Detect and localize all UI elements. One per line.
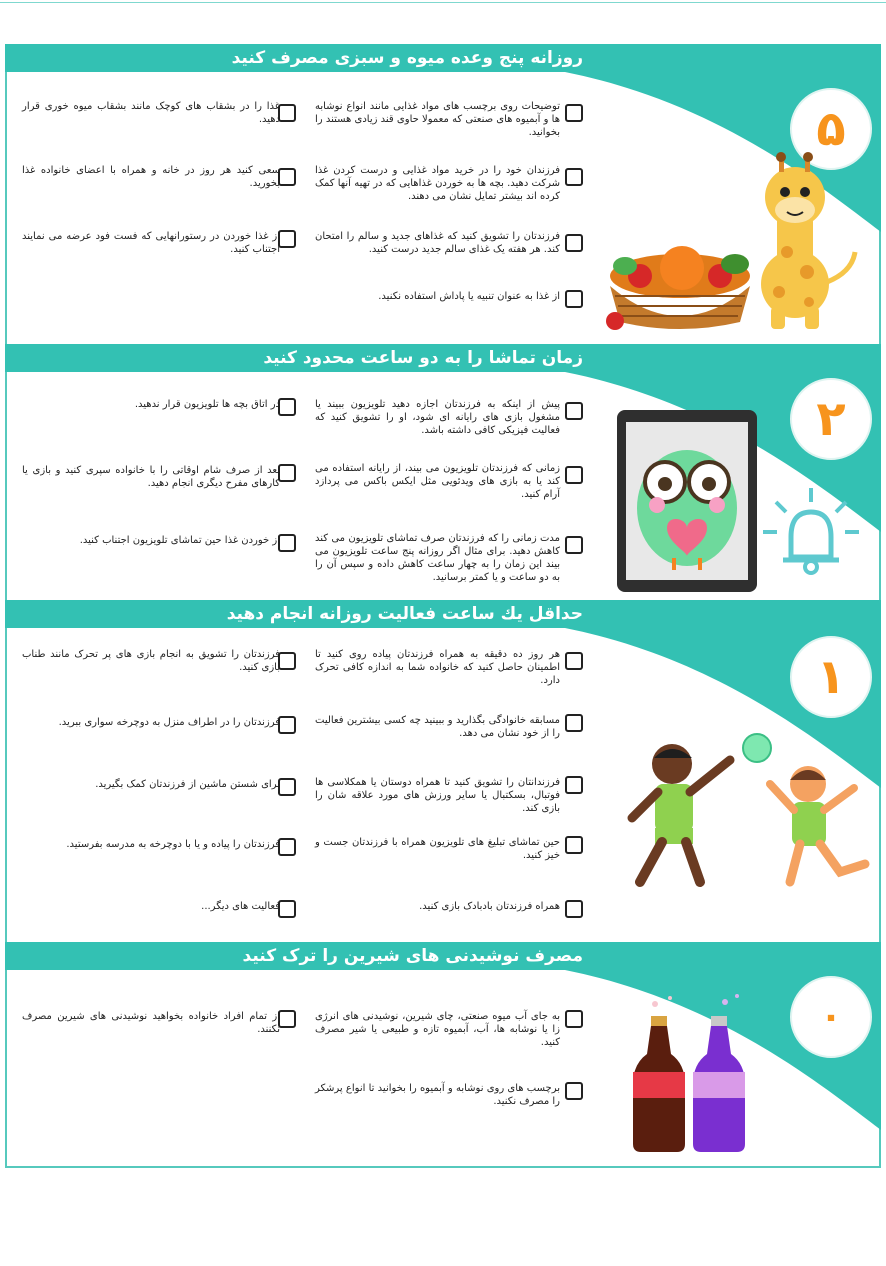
checkbox[interactable] [565,836,583,854]
checkbox[interactable] [565,652,583,670]
alarm-bell-icon [761,482,861,582]
section-title-bar [5,600,881,628]
checkbox[interactable] [565,402,583,420]
giraffe-illustration [747,152,865,332]
section-number: ۲ [816,391,846,447]
checklist-item: فرزندتان را پیاده و یا با دوچرخه به مدرسه بفرستید. [10,838,280,858]
checkbox[interactable] [278,534,296,552]
checklist-item: فرزندتان را تشویق به انجام بازی های پر تحرک مانند طناب بازی کنید. [10,648,280,680]
number-badge [790,636,872,718]
section-title: مصرف نوشیدنی های شیرین را ترک کنید [242,946,583,966]
section-title-bar [5,44,881,72]
checklist-item: از غذا به عنوان تنبیه یا پاداش استفاده نکنید. [315,290,585,310]
section-screen-time [5,344,881,600]
checklist-item: همراه فرزندتان بادبادک بازی کنید. [315,900,585,920]
checklist-item: مدت زمانی را که فرزندتان صرف تماشای تلویزیون می کند کاهش دهید. برای مثال اگر روزانه پنج ساعت تلویزیون می بیند این زمان را به چهار ساعت کاهش داده و سپس آن را به دو ساعت و یا کمتر برسانید. [315,532,585,590]
checklist-item: فرزندتان را تشویق کنید که غذاهای جدید و سالم را امتحان کند. هر هفته یک غذای سالم جدید درست کنید. [315,230,585,262]
checklist-item: فعالیت های دیگر... [10,900,280,920]
number-badge [790,976,872,1058]
section-number: ۰ [820,996,842,1037]
checklist-item: فرزندان خود را در خرید مواد غذایی و درست کردن غذا شرکت دهید. بچه ها به خوردن غذاهایی که در تهیه آنها کمک کرده اند بیشتر تمایل نشان می دهند. [315,164,585,209]
section-title: روزانه پنج وعده میوه و سبزی مصرف کنید [231,48,583,68]
section-title: زمان تماشا را به دو ساعت محدود کنید [263,348,583,368]
checklist-item: مسابقه خانوادگی بگذارید و ببینید چه کسی بیشترین فعالیت را از خود نشان می دهد. [315,714,585,746]
section-title-bar [5,942,881,970]
checkbox[interactable] [278,104,296,122]
checkbox[interactable] [565,1010,583,1028]
checkbox[interactable] [565,104,583,122]
checkbox[interactable] [278,464,296,482]
checkbox[interactable] [565,466,583,484]
checklist-item: فرزندتان را در اطراف منزل به دوچرخه سواری ببرید. [10,716,280,736]
checkbox[interactable] [278,1010,296,1028]
checklist-item: از تمام افراد خانواده بخواهید نوشیدنی های شیرین مصرف نکنند. [10,1010,280,1042]
checklist-item: بعد از صرف شام اوقاتی را با خانواده سپری کنید و بازی یا کارهای مفرح دیگری انجام دهید. [10,464,280,496]
checklist-item: هر روز ده دقیقه به همراه فرزندتان پیاده روی کنید تا اطمینان حاصل کنید که خانواده شما به اندازه کافی تحرک دارد. [315,648,585,693]
kids-playing-illustration [610,732,875,907]
checkbox[interactable] [278,838,296,856]
section-fruits-vegetables [5,44,881,344]
checklist-item: پیش از اینکه به فرزندتان اجازه دهید تلویزیون ببیند یا مشغول بازی های رایانه ای شود، او را تشویق کنید که فعالیت فیزیکی کافی داشته باشد. [315,398,585,443]
checkbox[interactable] [278,716,296,734]
checkbox[interactable] [278,398,296,416]
checklist-item: زمانی که فرزندتان تلویزیون می بیند، از رایانه استفاده می کند یا به بازی های ویدئویی مثل ایکس باکس می پردازد آرام کنید. [315,462,585,507]
section-title-bar [5,344,881,372]
checkbox[interactable] [278,900,296,918]
checkbox[interactable] [565,776,583,794]
soda-bottles-illustration [625,994,755,1156]
checklist-item: از خوردن غذا حین تماشای تلویزیون اجتناب کنید. [10,534,280,554]
checklist-item: سعی کنید هر روز در خانه و همراه با اعضای خانواده غذا بخورید. [10,164,280,196]
checkbox[interactable] [565,234,583,252]
section-number: ۱ [816,649,846,705]
checklist-item: فرزندانتان را تشویق کنید تا همراه دوستان یا همکلاسی ها فوتبال، بسکتبال یا سایر ورزش های مورد علاقه شان را بازی کند. [315,776,585,821]
section-daily-activity [5,600,881,942]
top-rule [0,2,886,3]
checklist-item: در اتاق بچه ها تلویزیون قرار ندهید. [10,398,280,418]
checkbox[interactable] [565,900,583,918]
number-badge [790,378,872,460]
checkbox[interactable] [278,168,296,186]
checkbox[interactable] [565,1082,583,1100]
checklist-item: غذا را در بشقاب های کوچک مانند بشقاب میوه خوری قرار دهید. [10,100,280,132]
checkbox[interactable] [278,230,296,248]
checklist-item: برچسب های روی نوشابه و آبمیوه را بخوانید تا انواع پرشکر را مصرف نکنید. [315,1082,585,1114]
section-sugary-drinks [5,942,881,1166]
checklist-item: حین تماشای تبلیغ های تلویزیون همراه با فرزندتان جست و خیز کنید. [315,836,585,868]
tablet-owl-illustration [617,410,757,592]
section-title: حداقل یك ساعت فعالیت روزانه انجام دهید [226,604,583,624]
section-number: ۵ [816,101,846,157]
checklist-item: برای شستن ماشین از فرزندتان کمک بگیرید. [10,778,280,798]
checkbox[interactable] [565,714,583,732]
checklist-item: به جای آب میوه صنعتی، چای شیرین، نوشیدنی های انرژی زا یا نوشابه ها، آب، آبمیوه تازه و طبیعی یا شیر مصرف کنید. [315,1010,585,1055]
checkbox[interactable] [565,168,583,186]
checkbox[interactable] [278,778,296,796]
checkbox[interactable] [278,652,296,670]
checklist-item: از غذا خوردن در رستورانهایی که فست فود عرضه می نمایند اجتناب کنید. [10,230,280,262]
checkbox[interactable] [565,290,583,308]
checklist-item: توضیحات روی برچسب های مواد غذایی مانند انواع نوشابه ها و آبمیوه های صنعتی که معمولا حاوی قند زیادی هستند را بخوانید. [315,100,585,145]
vegetable-basket-illustration [600,236,760,336]
checkbox[interactable] [565,536,583,554]
